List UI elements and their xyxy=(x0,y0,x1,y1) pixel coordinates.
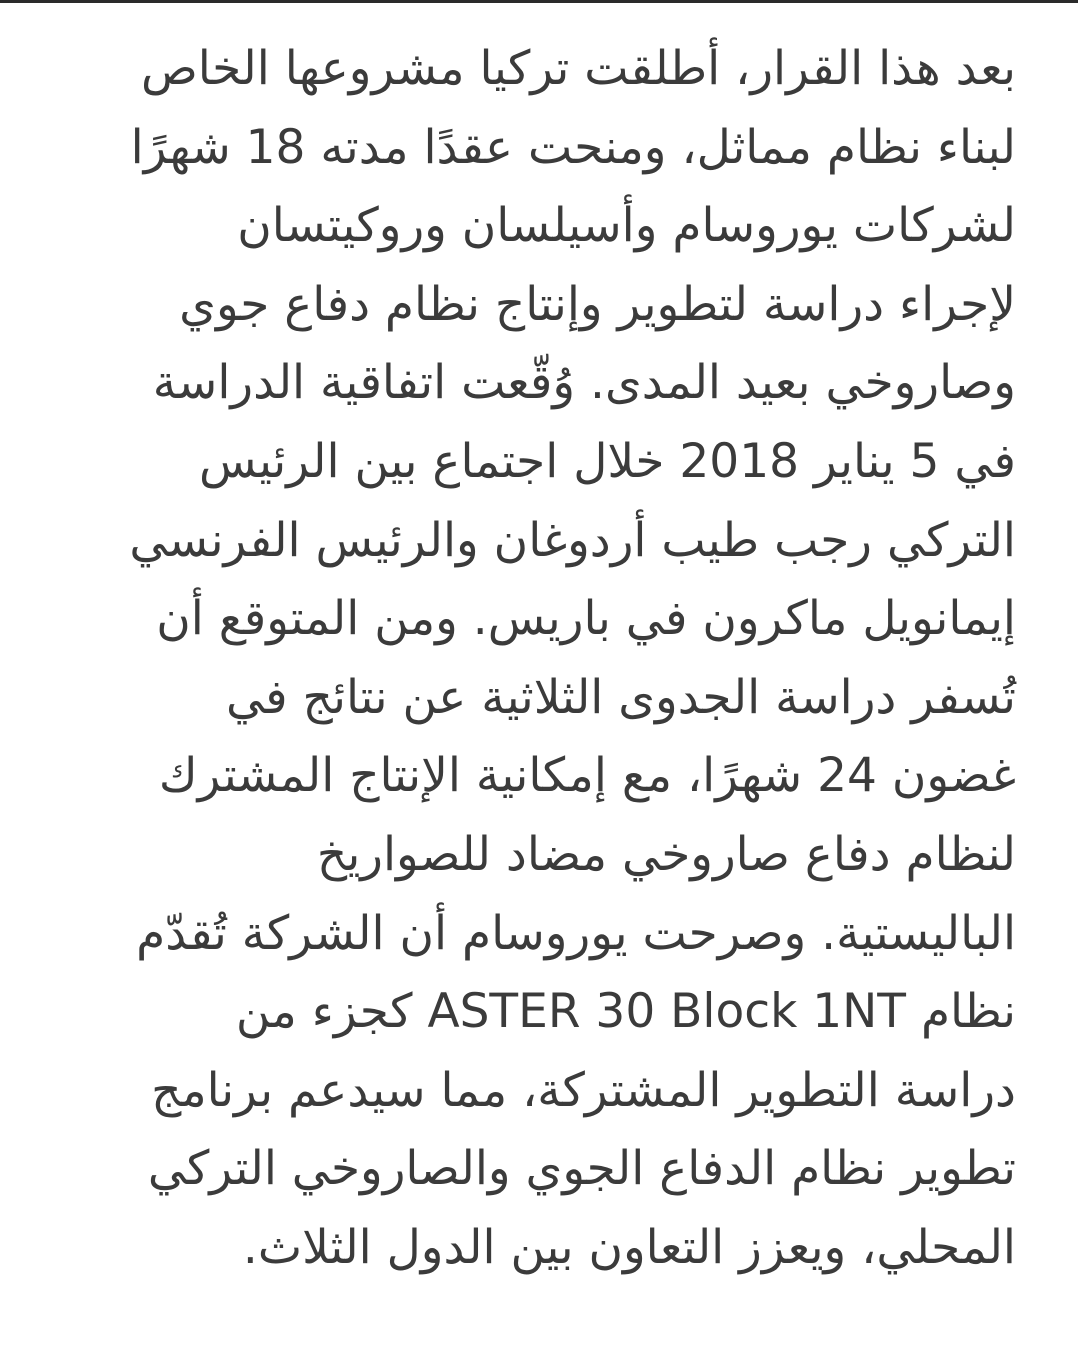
article-line-text: التركي رجب طيب أردوغان والرئيس الفرنسي xyxy=(129,512,1016,568)
article-line-text: المحلي، ويعزز التعاون بين الدول الثلاث. xyxy=(242,1219,1016,1275)
article-line xyxy=(48,737,1016,816)
article-line-text: تُسفر دراسة الجدوى الثلاثية عن نتائج في xyxy=(225,669,1016,725)
article-line xyxy=(48,895,1016,974)
article-line-text: لشركات يوروسام وأسيلسان وروكيتسان xyxy=(237,198,1016,254)
article-line-text: وصاروخي بعيد المدى. وُقّعت اتفاقية الدراسة xyxy=(152,355,1016,411)
article-line xyxy=(48,502,1016,581)
article-line xyxy=(48,1209,1016,1288)
article-line xyxy=(48,423,1016,502)
article-line xyxy=(48,1130,1016,1209)
article-line xyxy=(48,659,1016,738)
article-line-text: إيمانويل ماكرون في باريس. ومن المتوقع أن xyxy=(156,591,1016,647)
article-line xyxy=(48,973,1016,1052)
article-line-text: دراسة التطوير المشتركة، مما سيدعم برنامج xyxy=(151,1062,1016,1118)
article-line xyxy=(48,266,1016,345)
top-divider xyxy=(0,0,1078,3)
article-line xyxy=(48,109,1016,188)
article-line-text: غضون 24 شهرًا، مع إمكانية الإنتاج المشترك xyxy=(158,748,1016,804)
article-line-text: تطوير نظام الدفاع الجوي والصاروخي التركي xyxy=(147,1141,1016,1197)
article-line xyxy=(48,580,1016,659)
article-line-text: نظام ASTER 30 Block 1NT كجزء من xyxy=(235,984,1016,1040)
article-line xyxy=(48,1052,1016,1131)
article-line-text: الباليستية. وصرحت يوروسام أن الشركة تُقدّم xyxy=(136,905,1016,961)
article-text xyxy=(48,30,1016,1288)
article-line-text: لإجراء دراسة لتطوير وإنتاج نظام دفاع جوي xyxy=(179,276,1016,332)
article-line xyxy=(48,30,1016,109)
article-line xyxy=(48,816,1016,895)
article-line-text: في 5 يناير 2018 خلال اجتماع بين الرئيس xyxy=(199,433,1016,489)
article-line-text: بعد هذا القرار، أطلقت تركيا مشروعها الخاص xyxy=(140,41,1016,96)
article-line xyxy=(48,344,1016,423)
article-line-text: لبناء نظام مماثل، ومنحت عقدًا مدته 18 شهرًا xyxy=(130,119,1016,175)
article-line xyxy=(48,187,1016,266)
article-line-text: لنظام دفاع صاروخي مضاد للصواريخ xyxy=(316,826,1016,882)
